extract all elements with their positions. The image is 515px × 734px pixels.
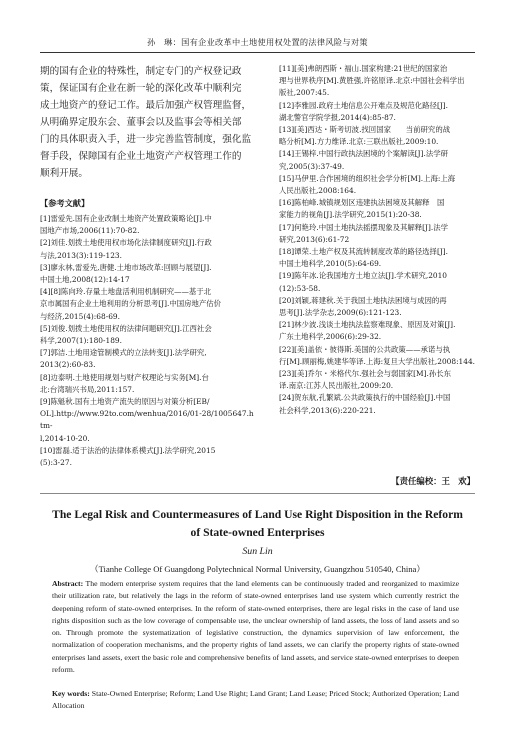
editor-note: 【责任编校：王 欢】 [391,476,475,486]
english-title: The Legal Risk and Countermeasures of Land Use Right Disposition in the Reform of State-owned Enterprises [52,508,463,539]
reference-item: [9]陈魁秋.国有土地资产流失的原因与对策分析[EB/ OL].http://www.92to.com/wenhua/2016/01-28/1005647.htm- l,2014-10-20. [40,397,254,443]
english-abstract [52,578,459,676]
keywords-text: State-Owned Enterprise; Reform; Land Use Right; Land Grant; Land Lease; Priced Stock; Authorized Operation; Land Allocation [52,689,460,711]
reference-item: [14]王锡梓.中国行政执法困境的个案解读[J].法学研 究,2005(3):37-49. [279,149,449,171]
reference-item: [22][美]盖依・彼得斯.美国的公共政策——承诺与执 行[M].顾丽梅,姚建华等译.上海:复旦大学出版社,2008:144. [279,344,476,366]
reference-item: [11][美]弗朗西斯・福山.国家构建:21世纪的国家治 理与世界秩序[M].黄胜强,许铭原译.北京:中国社会科学出 版社,2007:45. [279,64,465,98]
reference-item: [19]陈年冰.论我国地方土地立法[J].学术研究,2010 (12):53-58. [279,271,448,293]
intro-paragraph: 期的国有企业的特殊性，制定专门的产权登记政 策，保证国有企业在新一轮的深化改革中顺利完 成土地资产的登记工作。最后加强产权管理监督， 从明确界定股东会、董事会以及监事会等相关部 门的具体职责入手，进一步完善监管制度，强化监 督手段，保障国有企业土地资产产权管理工作的 顺利开展。 [40,66,252,179]
reference-item: [12]李雅园.政府土地信息公开难点及规范化路径[J]. 湖北警官学院学报,2014(4):85-87. [279,100,449,122]
reference-item: [23][美]乔尔・米格代尔.强社会与弱国家[M].孙长东 译.南京:江苏人民出版社,2009:20. [279,369,452,391]
reference-item: [15]马伊里.合作困境的组织社会学分析[M].上海:上海 人民出版社,2008:164. [279,173,456,196]
references-list-left [40,213,256,469]
keywords-label: Key words: [52,689,90,698]
reference-item: [2]刘佳.划拨土地使用权市场化法律制度研究[J].行政 与法,2013(3):119-123. [40,238,212,260]
references-list-right [279,63,495,417]
english-author: Sun Lin [242,546,273,557]
abstract-label: Abstract: [52,579,84,588]
reference-item: [7]郭洁.土地用途管制模式的立法转变[J].法学研究, 2013(2):60-83. [40,348,207,370]
reference-item: [8]边泰明.土地使用规划与财产权理论与实务[M].台 北:台湾瑞兴书局,2011:157. [40,372,209,394]
section-divider [40,493,475,494]
reference-item: [16]陈柏峰.城镇规划区违建执法困境及其解释 国 家能力的视角[J].法学研究,2015(1):20-38. [279,198,445,220]
reference-item: [21]林少波.浅谈土地执法监察难现象、原因及对策[J]. 广东土地科学,2006(6):29-32. [279,320,456,342]
reference-item: [3]廖永林,雷爱先,唐健.土地市场改革:回顾与展望[J]. 中国土地,2008(12):14-17 [40,262,212,285]
reference-item: [18]谭荣.土地产权及其流转制度改革的路径选择[J]. 中国土地科学,2010(5):64-69. [279,247,449,269]
reference-item: [20]刘颖,蒋建秋.关于我国土地执法困境与成因的再 思考[J].法学杂志,2009(6):121-123. [279,295,447,318]
english-keywords [52,688,459,713]
reference-item: [1]雷爱先.国有企业改制土地资产处置政策略论[J].中 国地产市场,2006(11):70-82. [40,214,212,236]
header-rule [40,52,475,53]
references-heading: 【参考文献】 [40,198,90,208]
left-column [40,63,256,469]
abstract-text: The modern enterprise system requires that the land elements can be continuously traded and reorganized to maximize their utilization rate, but relatively the lags in the reform of state-owned enterprises land use system which currently restrict the deepening reform of state-owned enterprises. In the reform of state-owned enterprises, there are legal risks in the case of land use rights disposition such as the low coverage of compensable use, the unclear ownership of land assets, the loss of land assets and so on. Through promote the systematization of legislative construction, the dynamics supervision of law enforcement, the normalization of cooperation mechanisms, and the property rights of land assets, we can clarify the property rights of state-owned enterprises land assets, exert the basic role and comprehensive benefits of land assets, and service state-owned enterprises to deepen reform. [52,579,459,675]
reference-item: [5]刘俊.划拨土地使用权的法律问题研究[J].江西社会 科学,2007(1):180-189. [40,323,212,346]
reference-item: [10]雷磊.适于法治的法律体系模式[J].法学研究,2015 (5):3-27. [40,445,216,468]
reference-item: [17]何艳玲.中国土地执法摇摆现象及其解释[J].法学 研究,2013(6):61-72 [279,222,449,244]
right-column [279,63,495,417]
english-affiliation: （Tianhe College Of Guangdong Polytechnical Normal University, Guangzhou 510540, China） [90,564,425,574]
reference-item: [4][8]陈向玲.存量土地盘活利用机制研究——基于北 京市属国有企业土地利用的分析思考[J].中国房地产估价 与经济,2015(4):68-69. [40,287,222,321]
reference-item: [13][美]西达・斯考切波.找回国家 当前研究的战 略分析[M].方力维译.北京:三联出版社,2009:10. [279,125,451,147]
running-header: 孙 琳：国有企业改革中土地使用权处置的法律风险与对策 [147,37,368,47]
reference-item: [24]贺东航,孔繁斌.公共政策执行的中国经验[J].中国 社会科学,2013(6):220-221. [279,393,451,415]
